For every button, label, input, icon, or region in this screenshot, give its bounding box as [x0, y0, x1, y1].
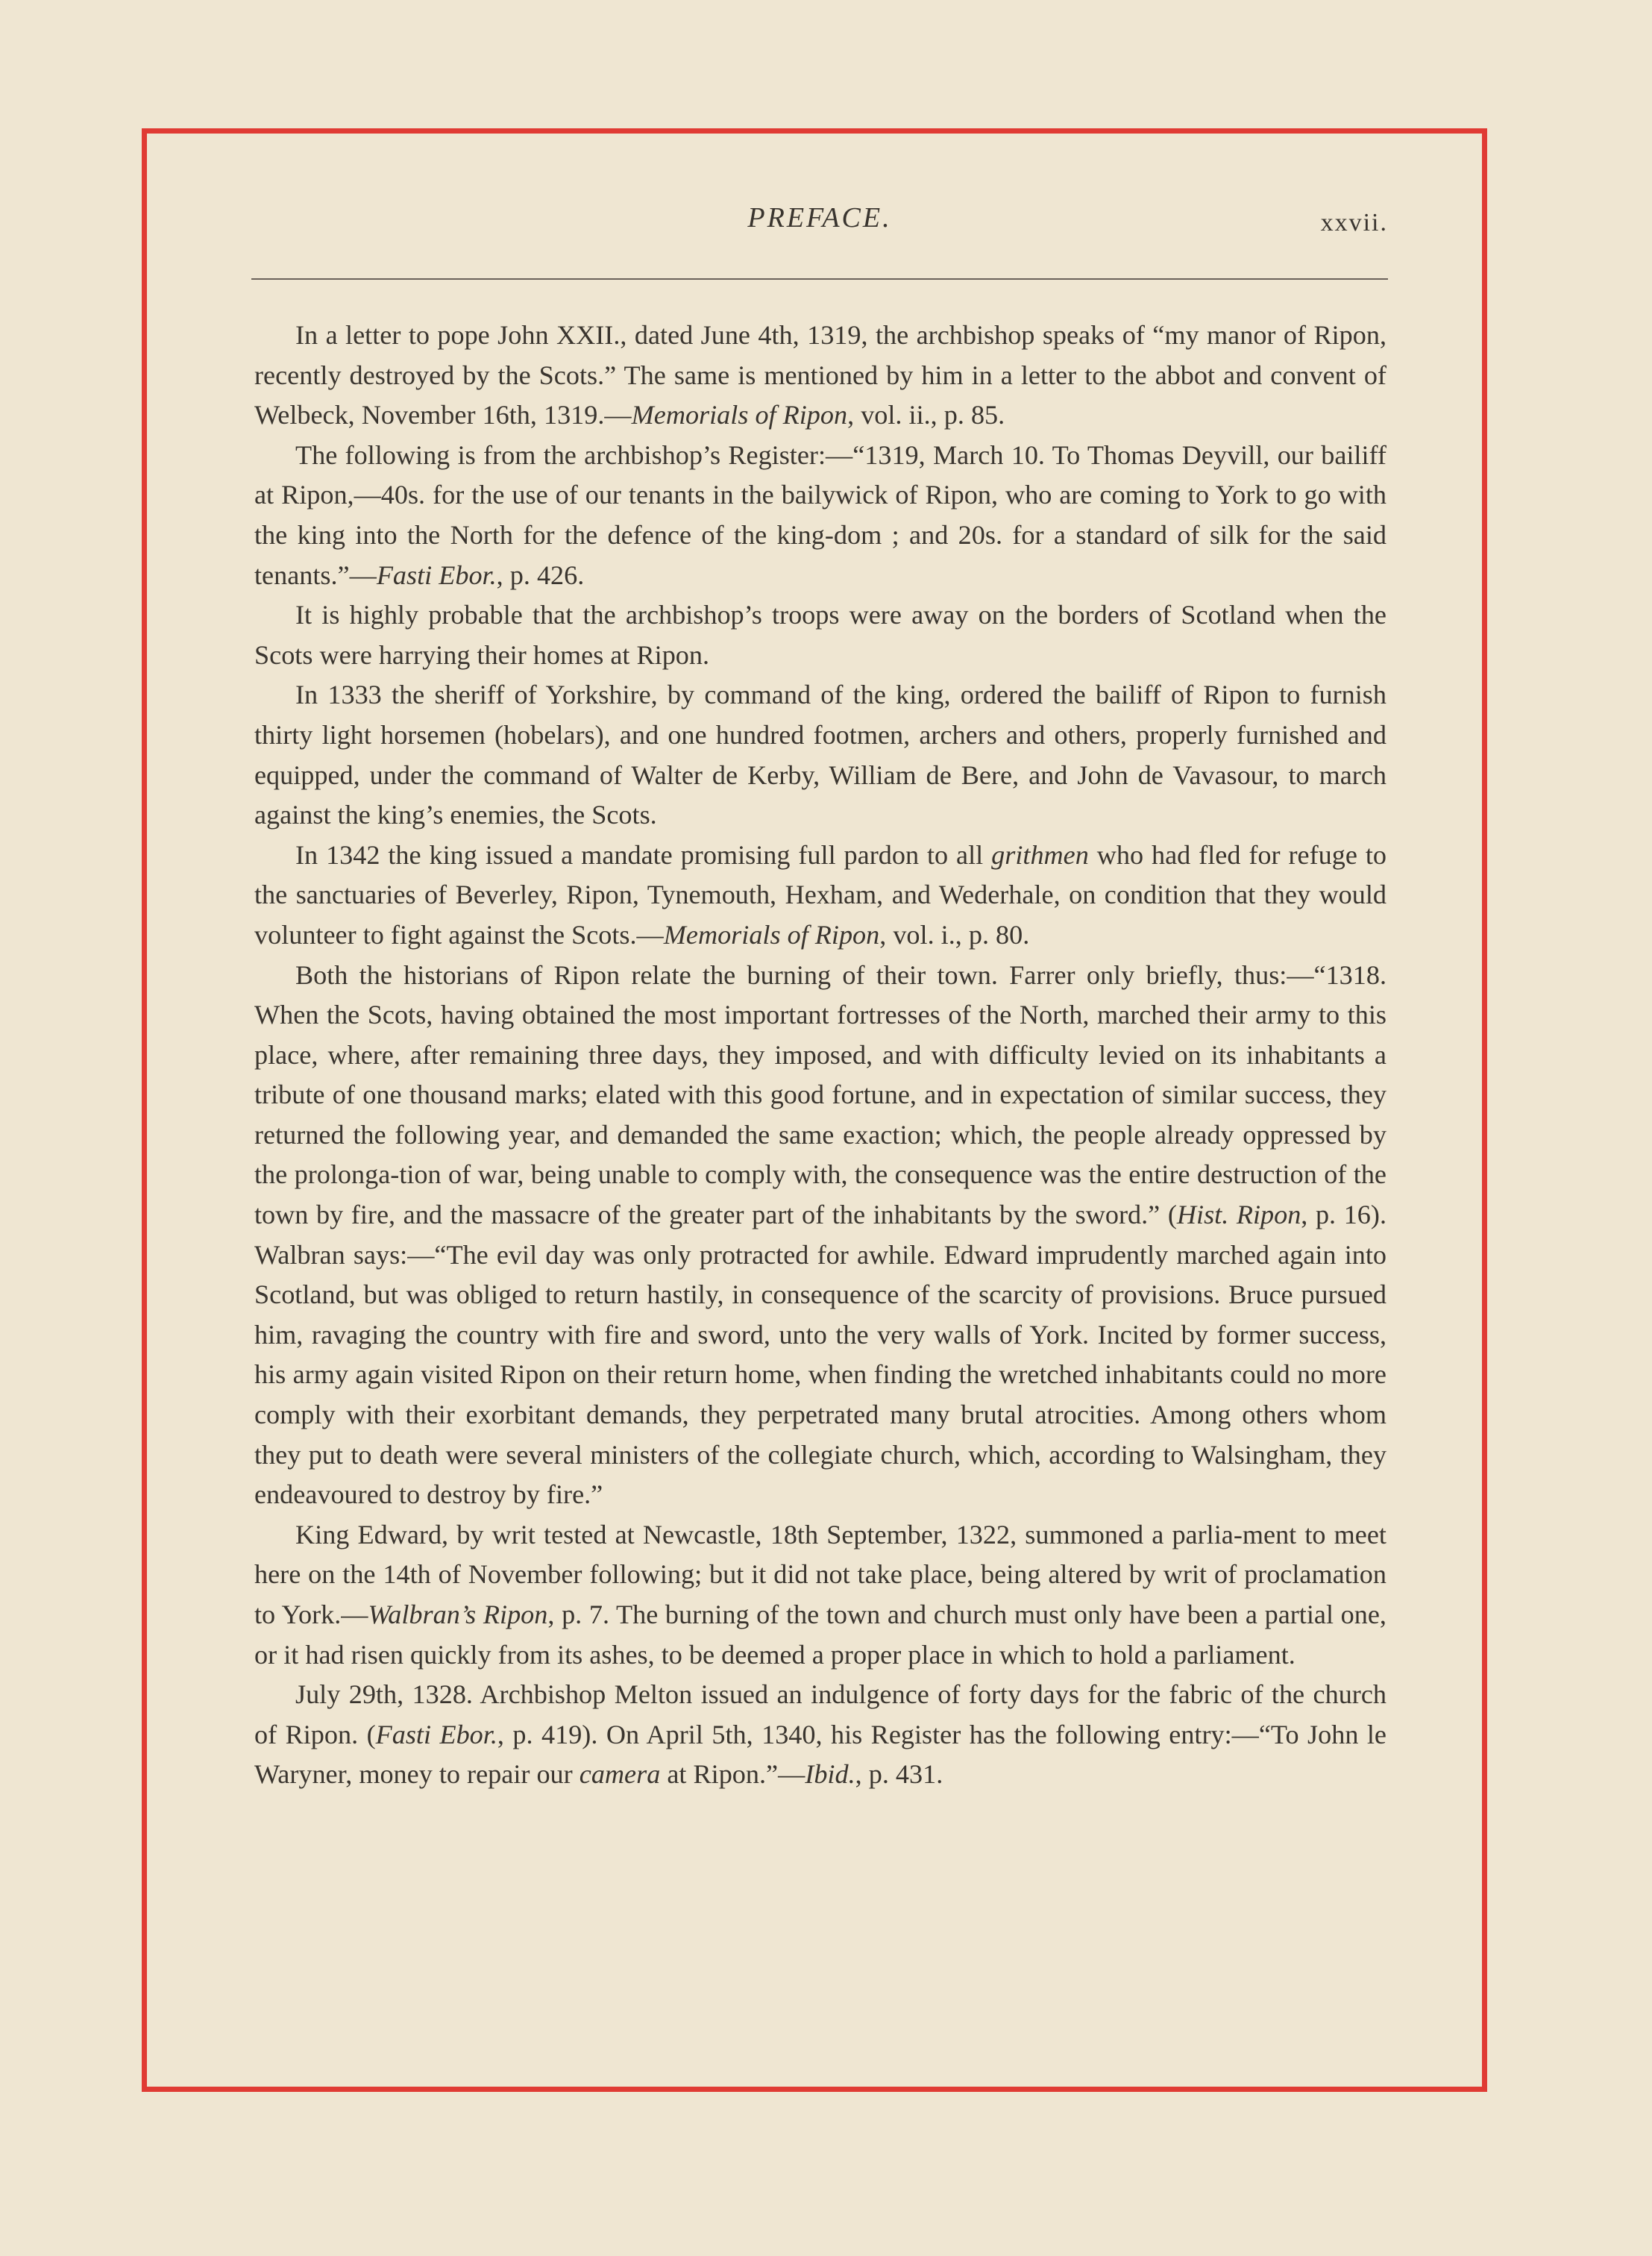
paragraph [254, 836, 1386, 956]
text-run: who had fled for refuge to the sanctuaries of Beverley, Ripon, Tynemouth, Hexham, and Wederhale, on condition that they would volunteer to fight against the Scots.— [254, 839, 1386, 950]
italic-run: Fasti Ebor. [375, 1719, 497, 1749]
italic-run: Memorials of Ripon [631, 400, 848, 430]
text-run: , p. 431. [855, 1759, 943, 1790]
paragraph [254, 595, 1386, 675]
text-run: In 1333 the sheriff of Yorkshire, by command of the king, ordered the bailiff of Ripon to furnish thirty light horsemen (hobelars), and one hundred footmen, archers and others, properly furnished and equipped, under the command of Walter de Kerby, William de Bere, and John de Vavasour, to march against the king’s enemies, the Scots. [254, 680, 1386, 830]
body-text [254, 316, 1386, 1795]
text-run: In a letter to pope John XXII., dated June 4th, 1319, the archbishop speaks of “my manor of Ripon, recently destroyed by the Scots.” The same is mentioned by him in a letter to the abbot and convent of Welbeck, November 16th, 1319.— [254, 320, 1386, 430]
page-title: PREFACE. [747, 202, 892, 234]
paragraph [254, 956, 1386, 1515]
italic-run: grithmen [991, 839, 1089, 870]
italic-run: Hist. Ripon [1176, 1200, 1301, 1230]
text-run: July 29th, 1328. Archbishop Melton issued an indulgence of forty days for the fabric of the church of Ripon. ( [254, 1679, 1386, 1749]
text-run: , p. 16). Walbran says:—“The evil day was only protracted for awhile. Edward imprudently marched again into Scotland, but was obliged to return hastily, in consequence of the scarcity of provisions. Bruce pursued him, ravaging the country with fire and sword, unto the very walls of York. Incited by former success, his army again visited Ripon on their return home, when finding the wretched inhabitants could no more comply with their exorbitant demands, they perpetrated many brutal atrocities. Among others whom they put to death were several ministers of the collegiate church, which, according to Walsingham, they endeavoured to destroy by fire.” [254, 1200, 1386, 1510]
italic-run: Memorials of Ripon [663, 919, 880, 950]
italic-run: camera [579, 1759, 661, 1790]
running-head [251, 201, 1388, 246]
text-run: , p. 419). On April 5th, 1340, his Register has the following entry:—“To John le Waryner, money to repair our [254, 1719, 1386, 1790]
page-number: xxvii. [1320, 209, 1388, 236]
header-rule [251, 278, 1388, 280]
text-run: In 1342 the king issued a mandate promising full pardon to all [295, 839, 992, 870]
italic-run: Fasti Ebor. [376, 560, 497, 590]
text-run: , p. 7. The burning of the town and church must only have been a partial one, or it had risen quickly from its ashes, to be deemed a proper place in which to hold a parliament. [254, 1599, 1386, 1670]
italic-run: Walbran’s Ripon [368, 1599, 548, 1629]
text-run: , p. 426. [496, 560, 585, 590]
paragraph [254, 675, 1386, 835]
italic-run: Ibid. [805, 1759, 855, 1790]
text-run: Both the historians of Ripon relate the burning of their town. Farrer only briefly, thus:—“1318. When the Scots, having obtained the most important fortresses of the North, marched their army to this place, where, after remaining three days, they imposed, and with difficulty levied on its inhabitants a tribute of one thousand marks; elated with this good fortune, and in expectation of similar success, they returned the following year, and demanded the same exaction; which, the people already oppressed by the prolonga-tion of war, being unable to comply with, the consequence was the entire destruction of the town by fire, and the massacre of the greater part of the inhabitants by the sword.” ( [254, 959, 1386, 1230]
paragraph [254, 436, 1386, 595]
text-run: , vol. i., p. 80. [879, 919, 1030, 950]
paragraph [254, 1675, 1386, 1795]
text-run: at Ripon.”— [660, 1759, 805, 1790]
paragraph [254, 1515, 1386, 1675]
text-run: King Edward, by writ tested at Newcastle, 18th September, 1322, summoned a parlia-ment to meet here on the 14th of November following; but it did not take place, being altered by writ of proclamation to York.— [254, 1519, 1386, 1629]
text-run: The following is from the archbishop’s Register:—“1319, March 10. To Thomas Deyvill, our bailiff at Ripon,—40s. for the use of our tenants in the bailywick of Ripon, who are coming to York to go with the king into the North for the defence of the king-dom ; and 20s. for a standard of silk for the said tenants.”— [254, 439, 1386, 590]
paragraph [254, 316, 1386, 436]
text-run: It is highly probable that the archbishop’s troops were away on the borders of Scotland when the Scots were harrying their homes at Ripon. [254, 600, 1386, 670]
text-run: , vol. ii., p. 85. [847, 400, 1005, 430]
